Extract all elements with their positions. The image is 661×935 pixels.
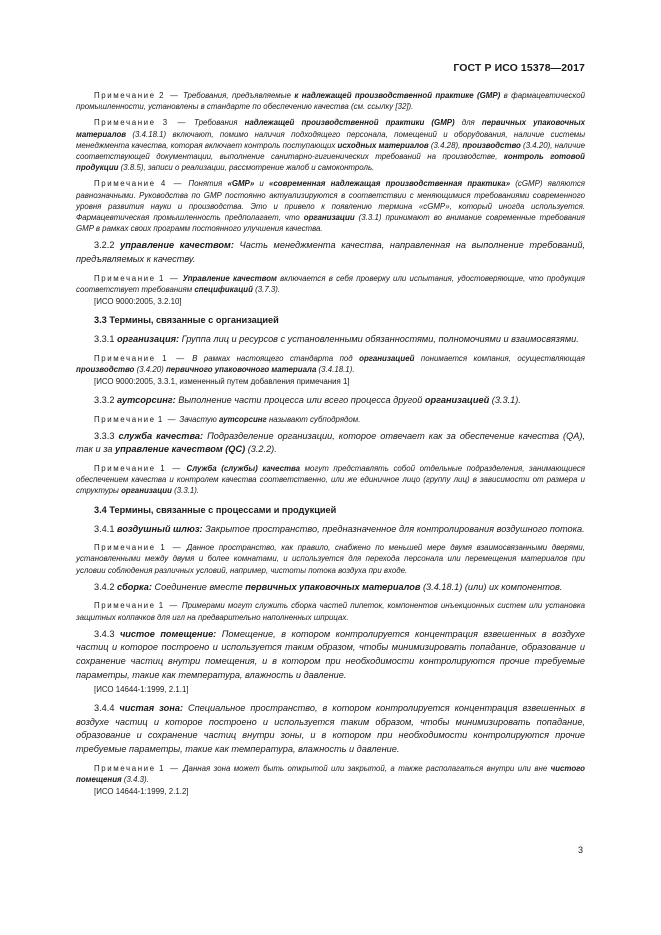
term-definition: 3.3.1 организация: Группа лиц и ресурсов с установленными обязанностями, полномочиями и взаимосвязями. xyxy=(94,334,579,345)
source-reference: [ИСО 9000:2005, 3.2.10] xyxy=(94,297,182,307)
note-paragraph: Примечание 3 — Требования надлежащей производственной практики (GMP) для первичных упаковочных материалов (3.4.18.1) включают, помимо наличия подходящего персонала, помещений и оборудования, наличие системы менеджмента качества, которая включает контроль поступающих исходных материалов (3.4.28), производство (3.4.20), наличие соответствующей документации, выполнение санитарно-гигиенических требований на производстве, контроль готовой продукции (3.8.5), записи о реализации, рассмотрение жалоб и самоконтроль. xyxy=(76,118,585,173)
term-definition: 3.3.2 аутсорсинг: Выполнение части процесса или всего процесса другой организацией (3.3.1). xyxy=(94,395,521,406)
note-paragraph: Примечание 1 — Данная зона может быть открытой или закрытой, а также располагаться внутри или вне чистого помещения (3.4.3). xyxy=(76,763,585,784)
note-paragraph: Примечание 4 — Понятия «GMP» и «современная надлежащая производственная практика» (cGMP) являются равнозначными. Руководства по GMP постоянно актуализируются в соответствии с меняющимися требованиями современного уровня развития науки и производства. Это и привело к появлению термина «cGMP», который иногда используется. Фармацевтическая промышленность предполагает, что организации (3.3.1) принимают во внимание современные требования GMP в рамках своих программ постоянного улучшения качества. xyxy=(76,179,585,234)
term-definition: 3.4.1 воздушный шлюз: Закрытое пространство, предназначенное для контролирования воздушного потока. xyxy=(94,523,585,534)
term-definition: 3.3.3 служба качества: Подразделение организации, которое отвечает как за обеспечение качества (QA), так и за управление качеством (QC) (3.2.2). xyxy=(76,430,585,455)
note-paragraph: Примечание 1 — Служба (службы) качества могут представлять собой отдельные подразделения, занимающиеся обеспечением качества и контролем качества соответственно, или же единичное лицо (группу лиц) в зависимости от размера и структуры организации (3.3.1). xyxy=(76,464,585,496)
note-paragraph: Примечание 1 — Примерами могут служить сборка частей пипеток, компонентов инъекционных систем или установка защитных колпачков для игл на предварительно наполненных шприцах. xyxy=(76,601,585,622)
note-paragraph: Примечание 2 — Требования, предъявляемые к надлежащей производственной практике (GMP) в фармацевтической промышленности, установлены в стандарте по обеспечению качества (см. ссылку [32]). xyxy=(76,91,585,112)
note-paragraph: Примечание 1 — Управление качеством включается в себя проверку или испытания, удостоверяющие, что продукция соответствует требованиям спецификаций (3.7.3). xyxy=(76,273,585,294)
source-reference: [ИСО 14644-1:1999, 2.1.1] xyxy=(94,685,189,695)
note-paragraph: Примечание 1 — Зачастую аутсорсинг называют субподрядом. xyxy=(94,414,361,424)
note-paragraph: Примечание 1 — В рамках настоящего стандарта под организацией понимается компания, осуществляющая производство (3.4.20) первичного упаковочного материала (3.4.18.1). xyxy=(76,353,585,374)
document-header: ГОСТ Р ИСО 15378—2017 xyxy=(453,62,585,74)
term-definition: 3.4.2 сборка: Соединение вместе первичных упаковочных материалов (3.4.18.1) (или) их компонентов. xyxy=(94,581,563,592)
section-heading: 3.4 Термины, связанные с процессами и продукцией xyxy=(94,504,337,515)
note-paragraph: Примечание 1 — Данное пространство, как правило, снабжено по меньшей мере двумя взаимосвязанными дверями, установленными между двумя и более комнатами, и используется для перехода персонала или перемещения материалов при условии соблюдения различных условий, например, чистоты потока воздуха при входе. xyxy=(76,543,585,575)
term-definition: 3.4.4 чистая зона: Специальное пространство, в котором контролируется концентрация взвешенных в воздухе частиц и которое построено и используется таким образом, чтобы минимизировать попадание, образование и сохранение частиц внутри зоны, и в котором при необходимости контролируются прочие требуемые параметры, такие как температура, влажность и давление. xyxy=(76,703,586,754)
term-definition: 3.2.2 управление качеством: Часть менеджмента качества, направленная на выполнение требований, предъявляемых к качеству. xyxy=(76,240,585,265)
source-reference: [ИСО 9000:2005, 3.3.1, измененный путем добавления примечания 1] xyxy=(94,377,350,387)
page-number: 3 xyxy=(577,845,583,855)
term-definition: 3.4.3 чистое помещение: Помещение, в котором контролируется концентрация взвешенных в воздухе частиц и которое построено и используется таким образом, чтобы минимизировать попадание, образование и сохранение частиц внутри помещения, и в котором при необходимости контролируются прочие требуемые параметры, такие как температура, влажность и давление. xyxy=(76,628,585,680)
document-body xyxy=(76,90,585,804)
section-heading: 3.3 Термины, связанные с организацией xyxy=(94,315,279,326)
source-reference: [ИСО 14644-1:1999, 2.1.2] xyxy=(94,786,189,796)
